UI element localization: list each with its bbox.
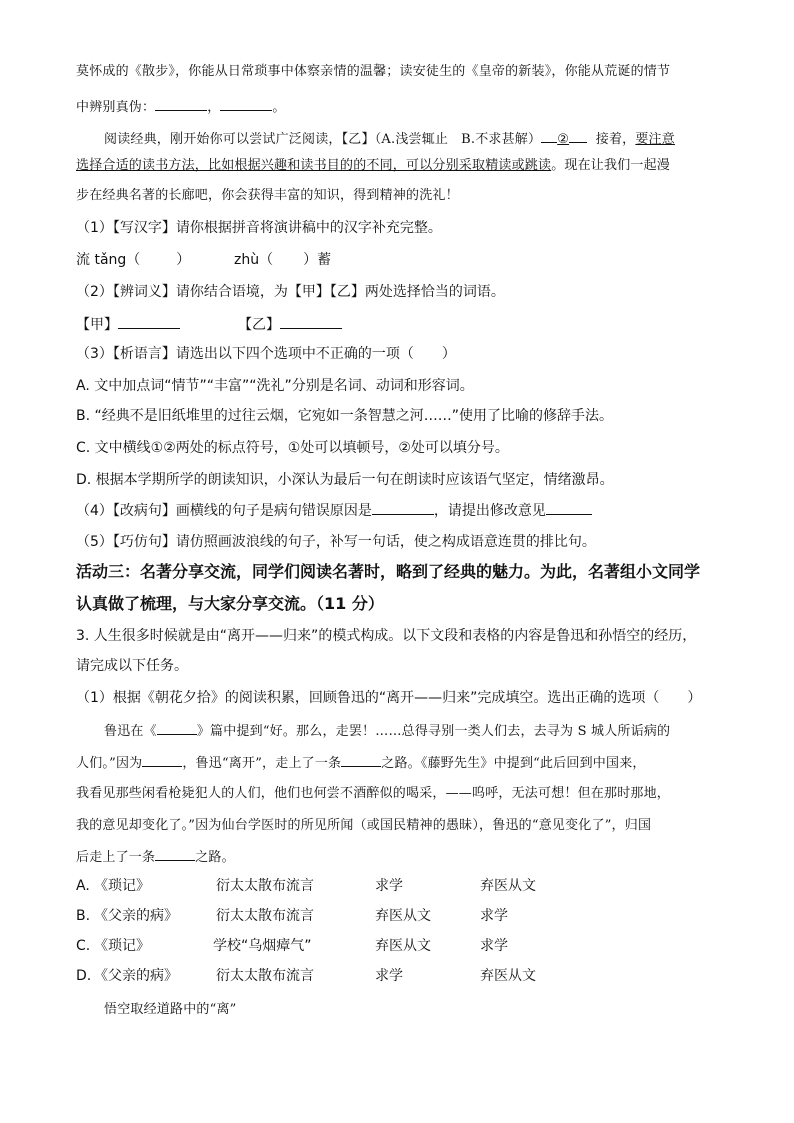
option-cell-4: 求学 (480, 938, 508, 954)
luxun-line-2 (76, 752, 734, 774)
answer-blank[interactable] (155, 846, 195, 861)
passage-line-2 (76, 96, 734, 118)
answer-blank[interactable] (142, 752, 182, 767)
luxun-line-1 (104, 720, 734, 742)
answer-blank[interactable] (220, 96, 272, 111)
answer-blank[interactable] (155, 96, 207, 111)
option-key: C. (76, 938, 91, 954)
q4-label: （4）【改病句】画横线的句子是病句错误原因是 (76, 503, 372, 519)
answer-blank[interactable] (569, 128, 587, 143)
q3-label: （3）【析语言】请选出以下四个选项中不正确的一项（ ） (76, 346, 456, 362)
q3main-line-1: 3. 人生很多时候就是由“离开——归来”的模式构成。以下文段和表格的内容是鲁迅和孙悟空的经历， (76, 628, 697, 644)
option-key: A. (76, 878, 90, 894)
pinyin-zhu-tail: ）蓄 (303, 252, 332, 268)
answer-blank[interactable] (341, 752, 381, 767)
q3-option-b[interactable]: B. “经典不是旧纸堆里的过往云烟，它宛如一条智慧之河……”使用了比喻的修辞手法。 (76, 408, 614, 424)
option-cell-4: 求学 (480, 908, 508, 924)
luxun-line-5 (76, 846, 734, 868)
passage-text: 之路。《藤野先生》中提到“此后回到中国来， (381, 756, 646, 771)
option-key: D. (76, 968, 92, 984)
passage-text: B.不求甚解） (461, 132, 542, 147)
answer-blank[interactable] (546, 500, 592, 515)
q3main-line-2: 请完成以下任务。 (76, 658, 188, 674)
passage-text: ，鲁迅“离开”，走上了一条 (182, 756, 342, 771)
option-cell-1: 《父亲的病》 (94, 908, 178, 924)
q3-option-a[interactable]: A. 文中加点词“情节”“丰富”“洗礼”分别是名词、动词和形容词。 (76, 378, 474, 394)
q1-label: （1）【写汉字】请你根据拼音将演讲稿中的汉字补充完整。 (76, 220, 442, 236)
option-cell-4: 弃医从文 (480, 968, 536, 984)
q3-option-d[interactable]: D. 根据本学期所学的朗读知识，小深认为最后一句在朗读时应该语气坚定，情绪激昂。 (76, 472, 614, 488)
passage-text: 》篇中提到“好。那么，走罢！……总得寻别一类人们去，去寻为 S 城人所诟病的 (196, 724, 671, 739)
table-caption: 悟空取经道路中的“离” (104, 1002, 237, 1017)
q4-label-tail: ，请提出修改意见 (433, 503, 546, 519)
q2-answer-row (76, 314, 734, 335)
option-key: B. (76, 908, 91, 924)
passage-text: 。现在让我们一起漫 (551, 158, 671, 173)
answer-blank[interactable] (541, 128, 557, 143)
q3main-sub1: （1）根据《朝花夕拾》的阅读积累，回顾鲁迅的“离开——归来”完成填空。选出正确的选项（ ） (76, 690, 702, 706)
passage-text: 接着， (595, 132, 636, 147)
option-cell-1: 《琐记》 (94, 938, 150, 954)
jia-blank[interactable] (118, 314, 180, 329)
q1-pinyin-row (76, 250, 734, 270)
passage-text: 之路。 (195, 850, 235, 865)
option-cell-2: 衍太太散布流言 (216, 878, 314, 894)
pinyin-tang: 流 tǎng（ (76, 252, 141, 268)
punctuation: 。 (272, 100, 286, 115)
underlined-sentence: 选择合适的读书方法，比如根据兴趣和读书目的的不同，可以分别采取精读或跳读 (76, 158, 552, 173)
jia-label: 【甲】 (76, 317, 118, 333)
pinyin-zhu-group (234, 250, 331, 270)
option-cell-3: 求学 (375, 968, 403, 984)
q5-label: （5）【巧仿句】请仿照画波浪线的句子，补写一句话，使之构成语意连贯的排比句。 (76, 534, 596, 550)
activity3-heading-1: 活动三：名著分享交流，同学们阅读名著时，略到了经典的魅力。为此，名著组小文同学 (76, 562, 701, 581)
passage-line-5 (76, 186, 734, 206)
option-cell-3: 弃医从文 (375, 938, 431, 954)
passage-text: 后走上了一条 (76, 850, 156, 865)
passage-line-1 (76, 62, 734, 82)
option-cell-2: 衍太太散布流言 (216, 968, 314, 984)
passage-text: 鲁迅在《 (104, 724, 157, 739)
luxun-line-3: 我看见那些闲看枪毙犯人的人们，他们也何尝不酒醉似的喝采，——呜呼，无法可想！但在那时那地， (76, 786, 671, 801)
yi-blank[interactable] (280, 314, 342, 329)
option-cell-1: 《琐记》 (94, 878, 150, 894)
punctuation: ） (176, 252, 191, 268)
q3-option-c[interactable]: C. 文中横线①②两处的标点符号，①处可以填顿号，②处可以填分号。 (76, 440, 509, 456)
option-cell-1: 《父亲的病》 (94, 968, 178, 984)
option-cell-2: 衍太太散布流言 (216, 908, 314, 924)
passage-text: 阅读经典，刚开始你可以尝试广泛阅读，【乙】（A.浅尝辄止 (104, 132, 449, 147)
q4-row (76, 500, 734, 521)
option-cell-3: 求学 (375, 878, 403, 894)
passage-text: 人们。”因为 (76, 756, 143, 771)
option-cell-4: 弃医从文 (480, 878, 536, 894)
q2-label: （2）【辨词义】请你结合语境，为【甲】【乙】两处选择恰当的词语。 (76, 284, 505, 300)
underlined-sentence: 要注意 (635, 132, 675, 147)
blank-marker: ② (557, 132, 570, 147)
passage-text: 步在经典名著的长廊吧，你会获得丰富的知识，得到精神的洗礼！ (76, 188, 459, 203)
pinyin-zhu: zhù（ (234, 252, 274, 268)
option-cell-3: 弃医从文 (375, 908, 431, 924)
luxun-line-4: 我的意见却变化了。”因为仙台学医时的所见所闻（或国民精神的愚昧），鲁迅的“意见变化了”，归国 (76, 818, 652, 833)
option-cell-2: 学校“乌烟瘴气” (213, 938, 312, 954)
yi-label: 【乙】 (238, 317, 280, 333)
passage-line-3 (104, 128, 734, 150)
punctuation: ， (207, 100, 221, 115)
answer-blank[interactable] (157, 720, 197, 735)
passage-text: 莫怀成的《散步》，你能从日常琐事中体察亲情的温馨；读安徒生的《皇帝的新装》，你能从荒诞的情节 (76, 64, 671, 79)
activity3-heading-2: 认真做了梳理，与大家分享交流。（11 分） (76, 594, 384, 613)
yi-group (238, 314, 342, 335)
answer-blank[interactable] (372, 500, 434, 515)
passage-text: 中辨别真伪： (76, 100, 156, 115)
passage-line-4 (76, 156, 734, 176)
